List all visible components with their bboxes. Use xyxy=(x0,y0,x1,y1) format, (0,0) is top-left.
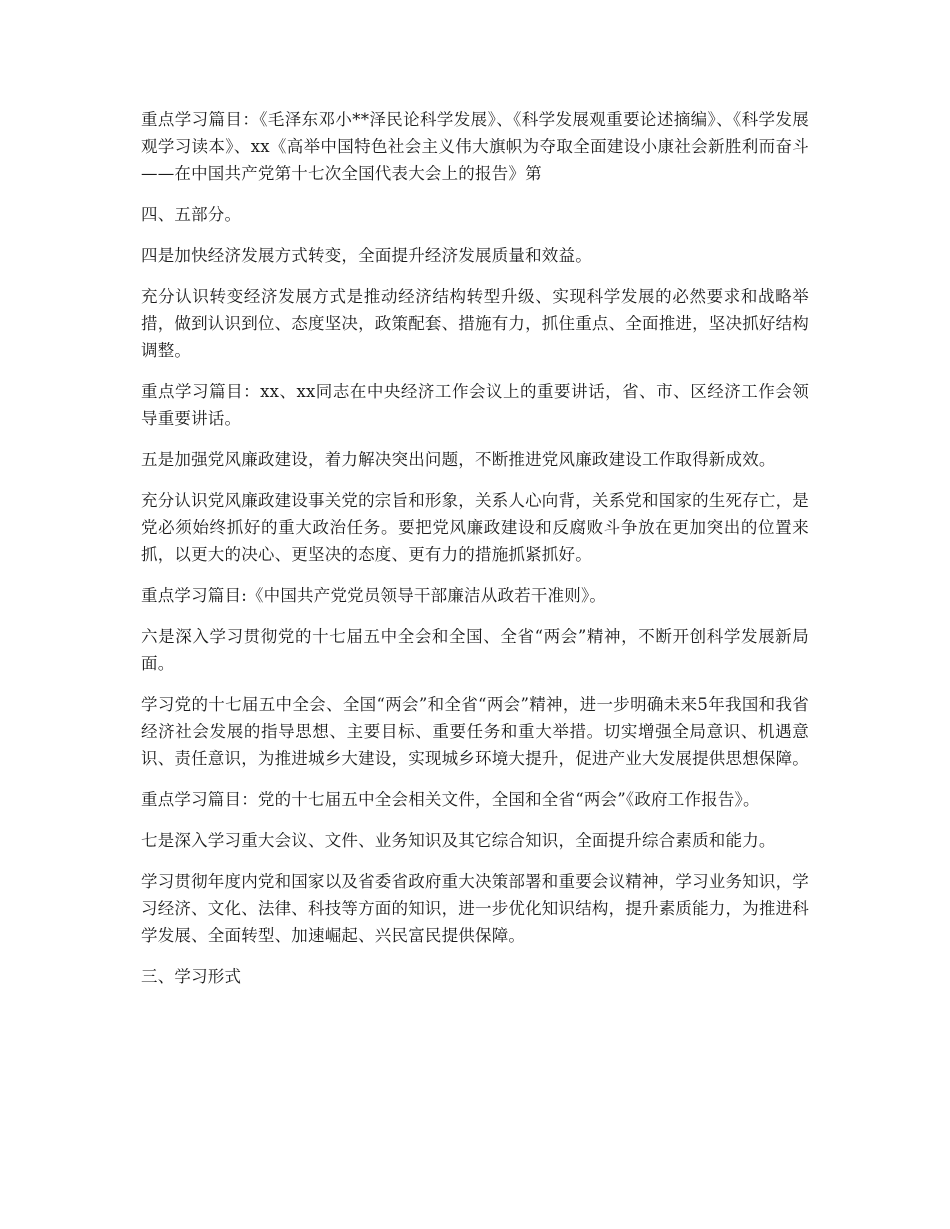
paragraph-3: 四是加快经济发展方式转变，全面提升经济发展质量和效益。 xyxy=(141,246,592,265)
paragraph-7: 充分认识党风廉政建设事关党的宗旨和形象，关系人心向背，关系党和国家的生死存亡，是党必须始终抓好的重大政治任务。要把党风廉政建设和反腐败斗争放在更加突出的位置来抓，以更大的决心、更坚决的态度、更有力的措施抓紧抓好。 xyxy=(141,491,809,564)
paragraph-10: 学习党的十七届五中全会、全国“两会”和全省“两会”精神，进一步明确未来5年我国和我省经济社会发展的指导思想、主要目标、重要任务和重大举措。切实增强全局意识、机遇意识、责任意识，为推进城乡大建设，实现城乡环境大提升，促进产业大发展提供思想保障。 xyxy=(141,695,809,768)
paragraph-1: 重点学习篇目：《毛泽东邓小**泽民论科学发展》、《科学发展观重要论述摘编》、《科学发展观学习读本》、xx《高举中国特色社会主义伟大旗帜为夺取全面建设小康社会新胜利而奋斗——在中国共产党第十七次全国代表大会上的报告》第 xyxy=(141,110,809,183)
paragraph-12: 七是深入学习重大会议、文件、业务知识及其它综合知识，全面提升综合素质和能力。 xyxy=(141,831,776,850)
paragraph-6: 五是加强党风廉政建设，着力解决突出问题，不断推进党风廉政建设工作取得新成效。 xyxy=(141,450,776,469)
paragraph-5: 重点学习篇目：xx、xx同志在中央经济工作会议上的重要讲话，省、市、区经济工作会领导重要讲话。 xyxy=(141,382,809,428)
section-heading: 三、学习形式 xyxy=(141,967,242,986)
paragraph-2: 四、五部分。 xyxy=(141,205,242,224)
paragraph-11: 重点学习篇目：党的十七届五中全会相关文件，全国和全省“两会”《政府工作报告》。 xyxy=(141,790,760,809)
paragraph-8: 重点学习篇目:《中国共产党党员领导干部廉洁从政若干准则》。 xyxy=(141,586,607,605)
paragraph-4: 充分认识转变经济发展方式是推动经济结构转型升级、实现科学发展的必然要求和战略举措，做到认识到位、态度坚决，政策配套、措施有力，抓住重点、全面推进，坚决抓好结构调整。 xyxy=(141,287,809,360)
document-body xyxy=(141,106,809,1004)
paragraph-13: 学习贯彻年度内党和国家以及省委省政府重大决策部署和重要会议精神，学习业务知识，学习经济、文化、法律、科技等方面的知识，进一步优化知识结构，提升素质能力，为推进科学发展、全面转型、加速崛起、兴民富民提供保障。 xyxy=(141,872,809,945)
paragraph-9: 六是深入学习贯彻党的十七届五中全会和全国、全省“两会”精神，不断开创科学发展新局面。 xyxy=(141,627,809,673)
